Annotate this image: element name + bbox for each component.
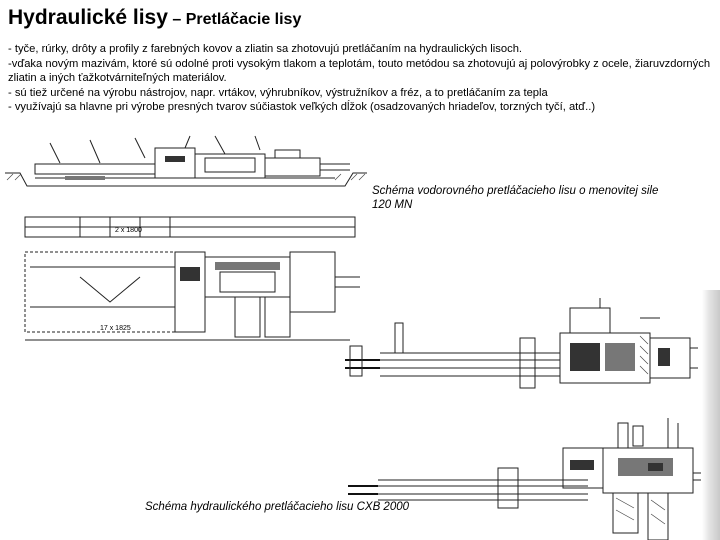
title-main: Hydraulické lisy	[8, 6, 168, 29]
title-subtitle: – Pretláčacie lisy	[167, 11, 302, 28]
paragraph-3: - sú tiež určené na výrobu nástrojov, napr. vrtákov, výhrubníkov, výstružníkov a fréz, a to pretláčaním za tepla	[8, 86, 548, 99]
body-text	[8, 42, 713, 115]
horizontal-press-side-view-drawing	[5, 128, 370, 208]
page-edge-shadow	[702, 290, 720, 540]
caption-horizontal-press: Schéma vodorovného pretláčacieho lisu o menovitej sile 120 MN	[372, 185, 659, 211]
dimension-label-bottom: 17 x 1825	[100, 325, 131, 332]
paragraph-4: - využívajú sa hlavne pri výrobe presných tvarov súčiastok veľkých dĺžok (osadzovaných hriadeľov, torzných tyčí, atď..)	[8, 101, 596, 114]
caption-cxb-press: Schéma hydraulického pretláčacieho lisu CXB 2000	[145, 501, 410, 513]
dimension-label-top: 2 x 1800	[115, 227, 142, 234]
paragraph-2: -vďaka novým mazivám, ktoré sú odolné proti vysokým tlakom a teplotám, touto metódou sa zhotovujú aj polovýrobky z ocele, žiaruvzdorných zliatin a iných ťažkotvárniteľných materiálov.	[8, 57, 711, 85]
horizontal-press-plan-view-drawing	[20, 212, 365, 347]
paragraph-1: - tyče, rúrky, drôty a profily z farebných kovov a zliatin sa zhotovujú pretláčaním na hydraulických lisoch.	[8, 43, 523, 55]
slide-title	[8, 6, 301, 30]
cxb-press-side-view-drawing	[340, 298, 702, 393]
cxb-press-plan-view-drawing	[348, 418, 702, 540]
